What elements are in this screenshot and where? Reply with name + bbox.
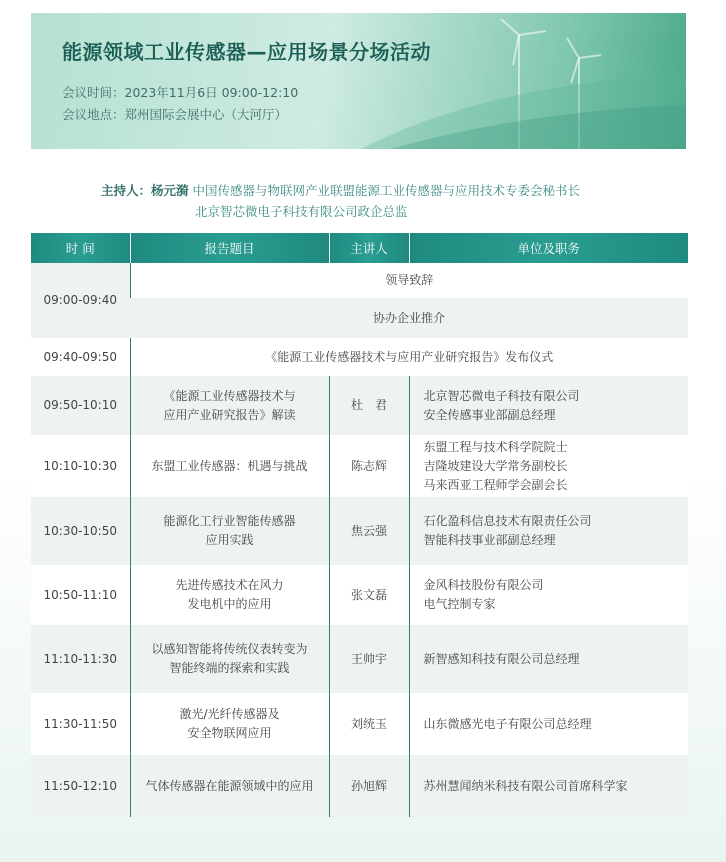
org-line: 金风科技股份有限公司: [423, 578, 544, 592]
org-line: 苏州慧闻纳米科技有限公司首席科学家: [423, 778, 628, 793]
speaker-name: 王帅宇: [329, 625, 409, 693]
topic-line: 应用实践: [205, 533, 254, 547]
header-banner: [31, 13, 686, 149]
time-cell: 09:00-09:40: [31, 263, 130, 338]
speaker-name: 陈志辉: [329, 435, 409, 497]
org-line: 东盟工程与技术科学院院士: [423, 439, 568, 454]
host-title-2: 北京智芯微电子科技有限公司政企总监: [195, 204, 408, 219]
time-cell: 09:40-09:50: [31, 338, 130, 376]
topic-line: 以感知智能将传统仪表转变为: [151, 642, 308, 656]
topic-line: 发电机中的应用: [187, 597, 272, 611]
time-cell: 10:50-11:10: [31, 565, 130, 625]
org-line: 吉隆坡建设大学常务副校长: [423, 458, 568, 473]
header-time: 时 间: [31, 233, 130, 263]
host-label: 主持人：杨元漪: [101, 183, 189, 198]
schedule-table: [31, 233, 688, 817]
header-topic: 报告题目: [130, 233, 329, 263]
org-line: 安全传感事业部副总经理: [423, 407, 556, 422]
opening-item: 领导致辞: [130, 263, 688, 298]
org-line: 智能科技事业部副总经理: [423, 533, 556, 547]
speaker-name: 杜 君: [329, 376, 409, 435]
topic-line: 先进传感技术在风力: [175, 578, 284, 592]
time-cell: 10:10-10:30: [31, 435, 130, 497]
topic-line: 东盟工业传感器：机遇与挑战: [151, 458, 308, 473]
time-cell: 11:30-11:50: [31, 693, 130, 755]
speaker-name: 焦云强: [329, 497, 409, 565]
org-line: 山东微感光电子有限公司总经理: [423, 716, 592, 731]
meeting-time: 会议时间：2023年11月6日 09:00-12:10: [62, 85, 299, 100]
time-cell: 10:30-10:50: [31, 497, 130, 565]
org-line: 新智感知科技有限公司总经理: [423, 651, 580, 666]
speaker-name: 张文磊: [329, 565, 409, 625]
host-title-1: 中国传感器与物联网产业联盟能源工业传感器与应用技术专委会秘书长: [192, 183, 581, 198]
release-ceremony: 《能源工业传感器技术与应用产业研究报告》发布仪式: [130, 338, 688, 376]
topic-line: 气体传感器在能源领域中的应用: [145, 778, 314, 793]
header-speaker: 主讲人: [329, 233, 409, 263]
speaker-name: 孙旭辉: [329, 755, 409, 817]
header-org: 单位及职务: [409, 233, 688, 263]
topic-line: 智能终端的探索和实践: [169, 661, 290, 675]
meeting-place: 会议地点：郑州国际会展中心（大河厅）: [62, 107, 288, 122]
org-line: 北京智芯微电子科技有限公司: [423, 388, 580, 403]
time-cell: 09:50-10:10: [31, 376, 130, 435]
org-line: 马来西亚工程师学会副会长: [423, 477, 568, 492]
topic-line: 能源化工行业智能传感器: [163, 514, 296, 528]
org-line: 电气控制专家: [423, 597, 496, 611]
wind-turbine-icon: [31, 13, 686, 149]
topic-line: 安全物联网应用: [187, 726, 272, 740]
topic-line: 应用产业研究报告》解读: [163, 407, 296, 422]
speaker-name: 刘统玉: [329, 693, 409, 755]
opening-item: 协办企业推介: [130, 298, 688, 338]
time-cell: 11:50-12:10: [31, 755, 130, 817]
host-info: [101, 180, 580, 222]
org-line: 石化盈科信息技术有限责任公司: [423, 514, 592, 528]
topic-line: 激光/光纤传感器及: [179, 707, 280, 721]
page-title: 能源领域工业传感器—应用场景分场活动: [62, 40, 431, 64]
time-cell: 11:10-11:30: [31, 625, 130, 693]
topic-line: 《能源工业传感器技术与: [163, 388, 296, 403]
